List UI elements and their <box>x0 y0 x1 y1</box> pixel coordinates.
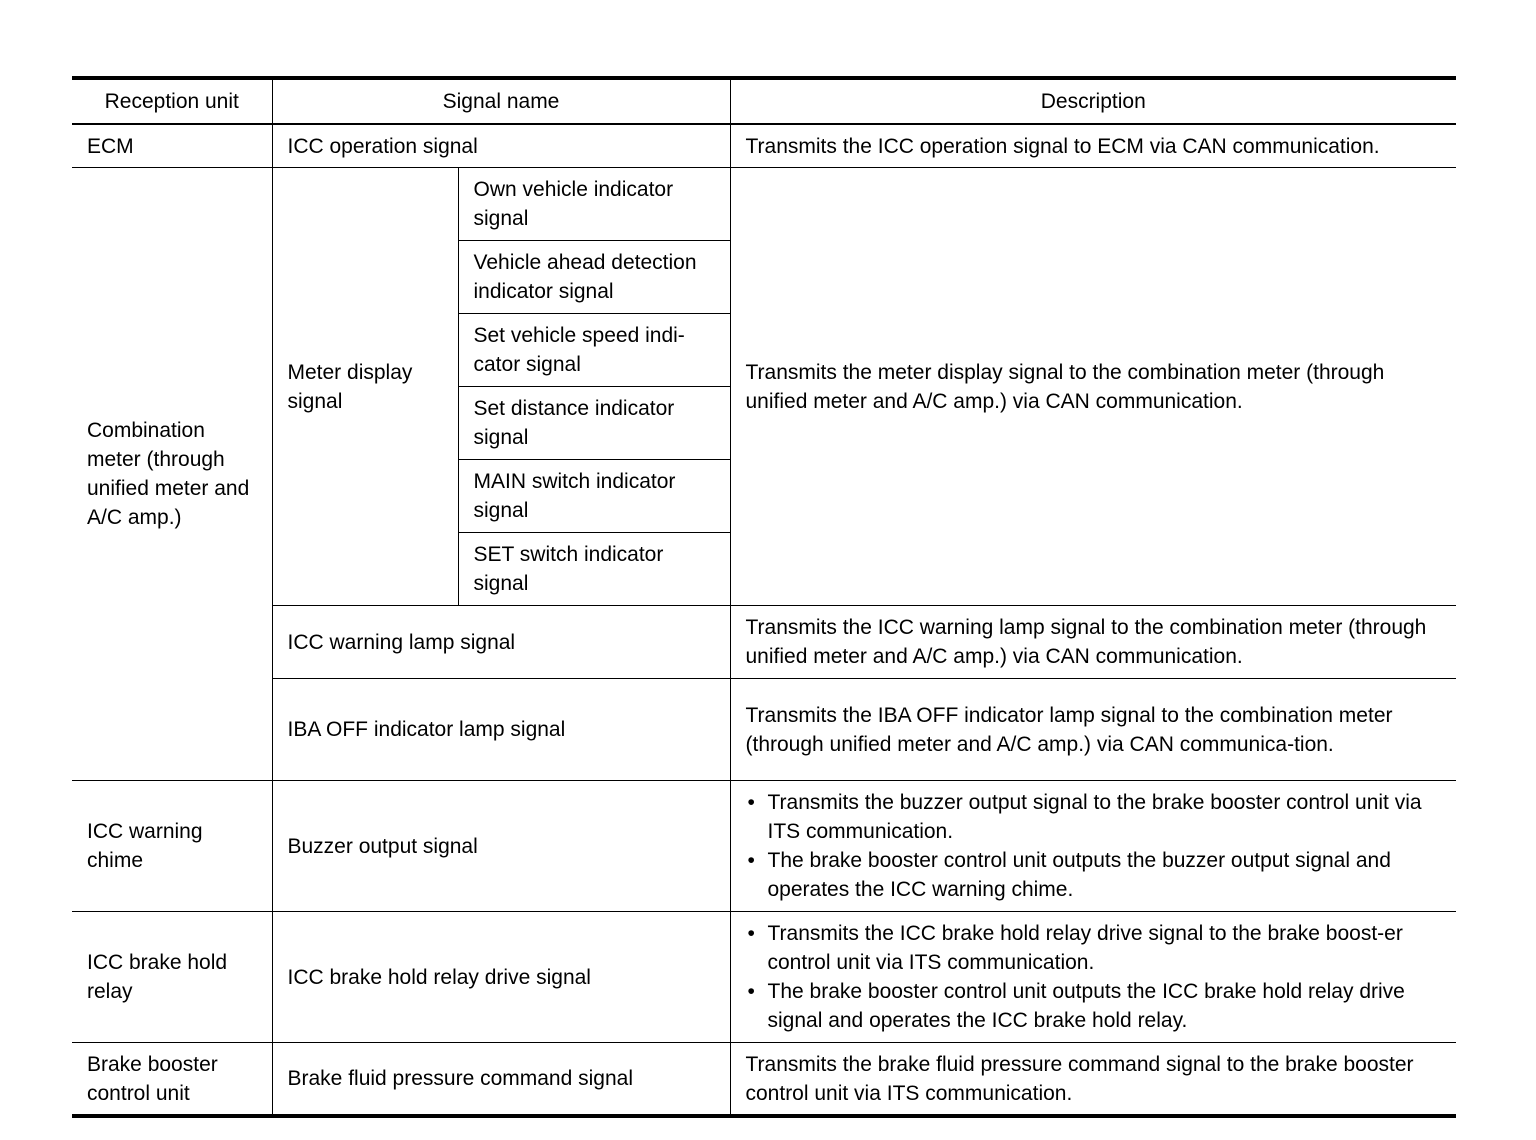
bullet-item: • The brake booster control unit outputs the buzzer output signal and operates the ICC warning chime. <box>746 846 1442 904</box>
cell-signal-icc-warning-lamp: ICC warning lamp signal <box>272 606 730 679</box>
cell-description-icc-warning-lamp: Transmits the ICC warning lamp signal to the combination meter (through unified meter and A/C amp.) via CAN communication. <box>730 606 1456 679</box>
cell-description-ecm: Transmits the ICC operation signal to ECM via CAN communication. <box>730 124 1456 168</box>
signal-table-container <box>72 76 1456 1118</box>
cell-description-brake-booster: Transmits the brake fluid pressure command signal to the brake booster control unit via ITS communication. <box>730 1043 1456 1117</box>
table-header-row <box>72 78 1456 124</box>
table-row-ecm <box>72 124 1456 168</box>
cell-signal-brake-fluid-pressure: Brake fluid pressure command signal <box>272 1043 730 1117</box>
bullet-list <box>746 788 1442 904</box>
cell-description-icc-brake-hold-relay <box>730 912 1456 1043</box>
header-signal-name: Signal name <box>272 78 730 124</box>
cell-signal-ecm: ICC operation signal <box>272 124 730 168</box>
bullet-list <box>746 919 1442 1035</box>
cell-sub-signal-vehicle-ahead: Vehicle ahead detection indicator signal <box>458 241 730 314</box>
table-row-icc-warning-chime <box>72 781 1456 912</box>
cell-unit-ecm: ECM <box>72 124 272 168</box>
cell-unit-icc-brake-hold-relay: ICC brake hold relay <box>72 912 272 1043</box>
cell-unit-brake-booster: Brake booster control unit <box>72 1043 272 1117</box>
table-row-icc-warning-lamp <box>72 606 1456 679</box>
cell-unit-icc-warning-chime: ICC warning chime <box>72 781 272 912</box>
bullet-item: • The brake booster control unit outputs the ICC brake hold relay drive signal and operates the ICC brake hold relay. <box>746 977 1442 1035</box>
cell-sub-signal-set-distance: Set distance indicator signal <box>458 387 730 460</box>
cell-sub-signal-own-vehicle: Own vehicle indicator signal <box>458 168 730 241</box>
cell-signal-brake-hold-relay-drive: ICC brake hold relay drive signal <box>272 912 730 1043</box>
cell-sub-signal-main-switch: MAIN switch indicator signal <box>458 460 730 533</box>
header-description: Description <box>730 78 1456 124</box>
cell-signal-buzzer-output: Buzzer output signal <box>272 781 730 912</box>
signal-table <box>72 76 1456 1118</box>
cell-signal-iba-off: IBA OFF indicator lamp signal <box>272 679 730 781</box>
cell-description-meter-display: Transmits the meter display signal to the combination meter (through unified meter and A/C amp.) via CAN communication. <box>730 168 1456 606</box>
table-row-iba-off <box>72 679 1456 781</box>
cell-sub-signal-set-switch: SET switch indicator signal <box>458 533 730 606</box>
cell-sub-signal-set-vehicle-speed: Set vehicle speed indi-cator signal <box>458 314 730 387</box>
table-row-meter-display <box>72 168 1456 241</box>
cell-description-iba-off: Transmits the IBA OFF indicator lamp signal to the combination meter (through unified meter and A/C amp.) via CAN communica-tion. <box>730 679 1456 781</box>
table-row-brake-booster <box>72 1043 1456 1117</box>
cell-unit-combination-meter: Combination meter (through unified meter and A/C amp.) <box>72 168 272 781</box>
header-reception-unit: Reception unit <box>72 78 272 124</box>
table-row-icc-brake-hold-relay <box>72 912 1456 1043</box>
cell-description-icc-warning-chime <box>730 781 1456 912</box>
cell-signal-meter-display: Meter display signal <box>272 168 458 606</box>
bullet-item: • Transmits the ICC brake hold relay drive signal to the brake boost-er control unit via ITS communication. <box>746 919 1442 977</box>
bullet-item: • Transmits the buzzer output signal to the brake booster control unit via ITS communication. <box>746 788 1442 846</box>
